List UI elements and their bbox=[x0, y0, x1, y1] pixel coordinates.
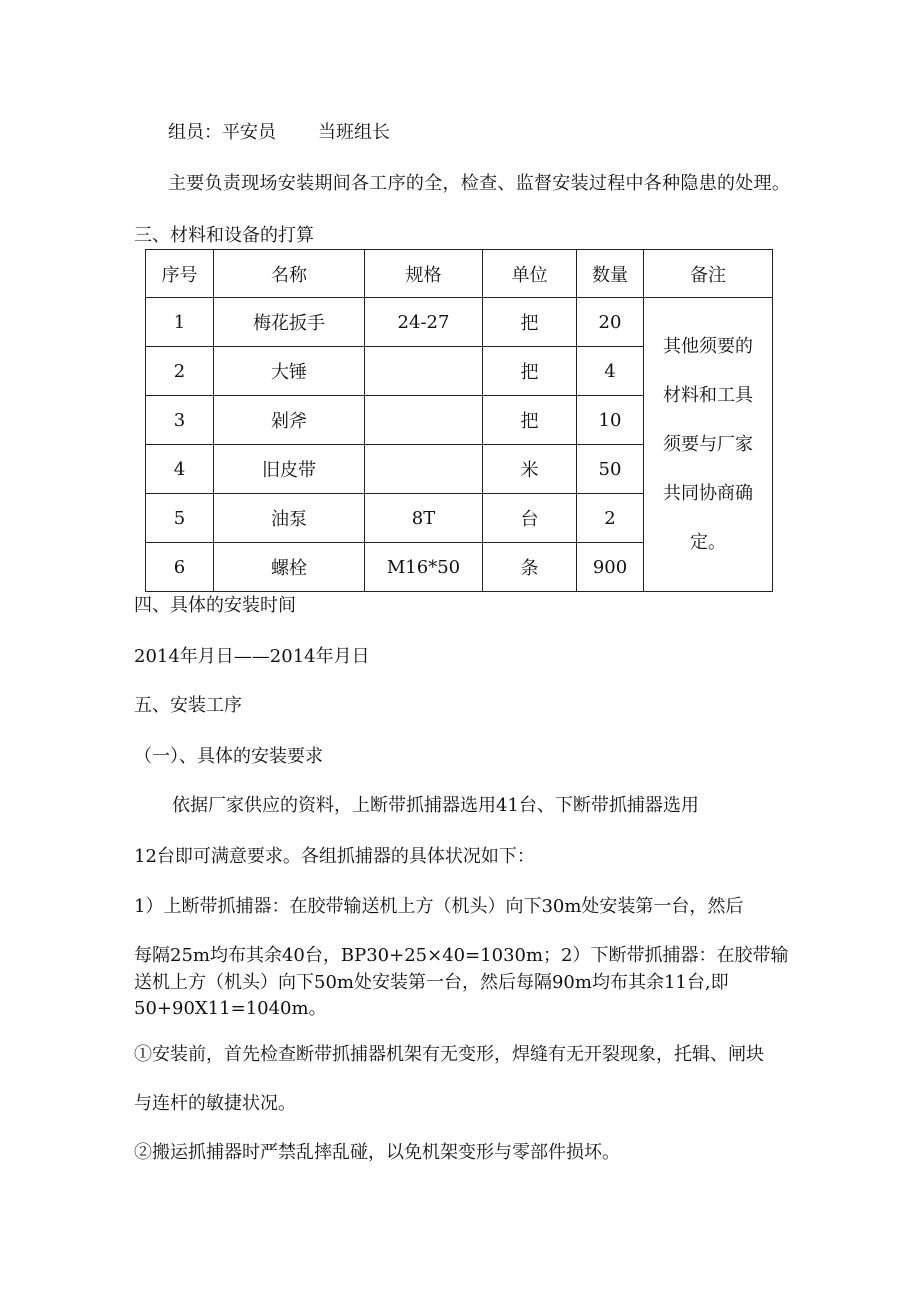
header-spec: 规格 bbox=[365, 250, 483, 298]
cell-qty: 50 bbox=[577, 445, 644, 494]
cell-unit: 把 bbox=[483, 298, 577, 347]
cell-unit: 条 bbox=[483, 543, 577, 592]
section-3-heading: 三、材料和设备的打算 bbox=[134, 225, 314, 246]
note-line: 共同协商确 bbox=[663, 483, 753, 504]
install-date-range: 2014年月日——2014年月日 bbox=[134, 646, 370, 667]
table-row bbox=[146, 298, 773, 347]
shift-leader-label: 当班组长 bbox=[318, 122, 390, 143]
cell-no: 6 bbox=[146, 543, 214, 592]
cell-spec bbox=[365, 347, 483, 396]
item-2-line-1: ②搬运抓捕器时严禁乱摔乱碰，以免机架变形与零部件损坏。 bbox=[134, 1142, 620, 1163]
cell-qty: 900 bbox=[577, 543, 644, 592]
cell-name: 油泵 bbox=[214, 494, 365, 543]
cell-no: 4 bbox=[146, 445, 214, 494]
header-no: 序号 bbox=[146, 250, 214, 298]
section-4-heading: 四、具体的安装时间 bbox=[134, 595, 296, 616]
duty-paragraph: 主要负责现场安装期间各工序的全，检查、监督安装过程中各种隐患的处理。 bbox=[168, 173, 791, 194]
paragraph-1-line-2: 12台即可满意要求。各组抓捕器的具体状况如下： bbox=[134, 846, 535, 867]
cell-no: 1 bbox=[146, 298, 214, 347]
section-5-heading: 五、安装工序 bbox=[134, 695, 242, 716]
cell-qty: 4 bbox=[577, 347, 644, 396]
materials-table bbox=[145, 249, 773, 592]
cell-name: 剁斧 bbox=[214, 396, 365, 445]
note-line: 其他须要的 bbox=[663, 336, 753, 357]
cell-spec bbox=[365, 445, 483, 494]
subsection-1-heading: （一）、具体的安装要求 bbox=[134, 746, 323, 767]
cell-qty: 2 bbox=[577, 494, 644, 543]
item-1-line-1: ①安装前，首先检查断带抓捕器机架有无变形，焊缝有无开裂现象，托辑、闸块 bbox=[134, 1044, 764, 1065]
cell-unit: 米 bbox=[483, 445, 577, 494]
cell-qty: 20 bbox=[577, 298, 644, 347]
cell-no: 3 bbox=[146, 396, 214, 445]
members-label: 组员：平安员 bbox=[168, 122, 276, 143]
cell-unit: 台 bbox=[483, 494, 577, 543]
cell-name: 大锤 bbox=[214, 347, 365, 396]
note-cell bbox=[644, 298, 773, 592]
note-line: 定。 bbox=[690, 532, 726, 553]
note-line: 材料和工具 bbox=[663, 385, 753, 406]
cell-spec: 8T bbox=[365, 494, 483, 543]
paragraph-2-line-2: 每隔25m均布其余40台，BP30+25×40=1030m；2）下断带抓捕器：在胶带输 bbox=[134, 945, 789, 966]
cell-qty: 10 bbox=[577, 396, 644, 445]
cell-unit: 把 bbox=[483, 347, 577, 396]
table-header-row bbox=[146, 250, 773, 298]
cell-name: 梅花扳手 bbox=[214, 298, 365, 347]
paragraph-2-line-1: 1）上断带抓捕器：在胶带输送机上方（机头）向下30m处安装第一台，然后 bbox=[134, 896, 744, 917]
header-name: 名称 bbox=[214, 250, 365, 298]
note-line: 须要与厂家 bbox=[663, 434, 753, 455]
cell-no: 5 bbox=[146, 494, 214, 543]
cell-no: 2 bbox=[146, 347, 214, 396]
paragraph-2-line-4: 50+90X11=1040m。 bbox=[134, 998, 327, 1019]
paragraph-2-line-3: 送机上方（机头）向下50m处安装第一台，然后每隔90m均布其余11台,即 bbox=[134, 972, 729, 993]
cell-spec bbox=[365, 396, 483, 445]
header-note: 备注 bbox=[644, 250, 773, 298]
paragraph-1-line-1: 依据厂家供应的资料，上断带抓捕器选用41台、下断带抓捕器选用 bbox=[172, 795, 699, 816]
cell-unit: 把 bbox=[483, 396, 577, 445]
cell-spec: M16*50 bbox=[365, 543, 483, 592]
cell-spec: 24-27 bbox=[365, 298, 483, 347]
cell-name: 旧皮带 bbox=[214, 445, 365, 494]
header-unit: 单位 bbox=[483, 250, 577, 298]
cell-name: 螺栓 bbox=[214, 543, 365, 592]
header-qty: 数量 bbox=[577, 250, 644, 298]
item-1-line-2: 与连杆的敏捷状况。 bbox=[134, 1093, 296, 1114]
